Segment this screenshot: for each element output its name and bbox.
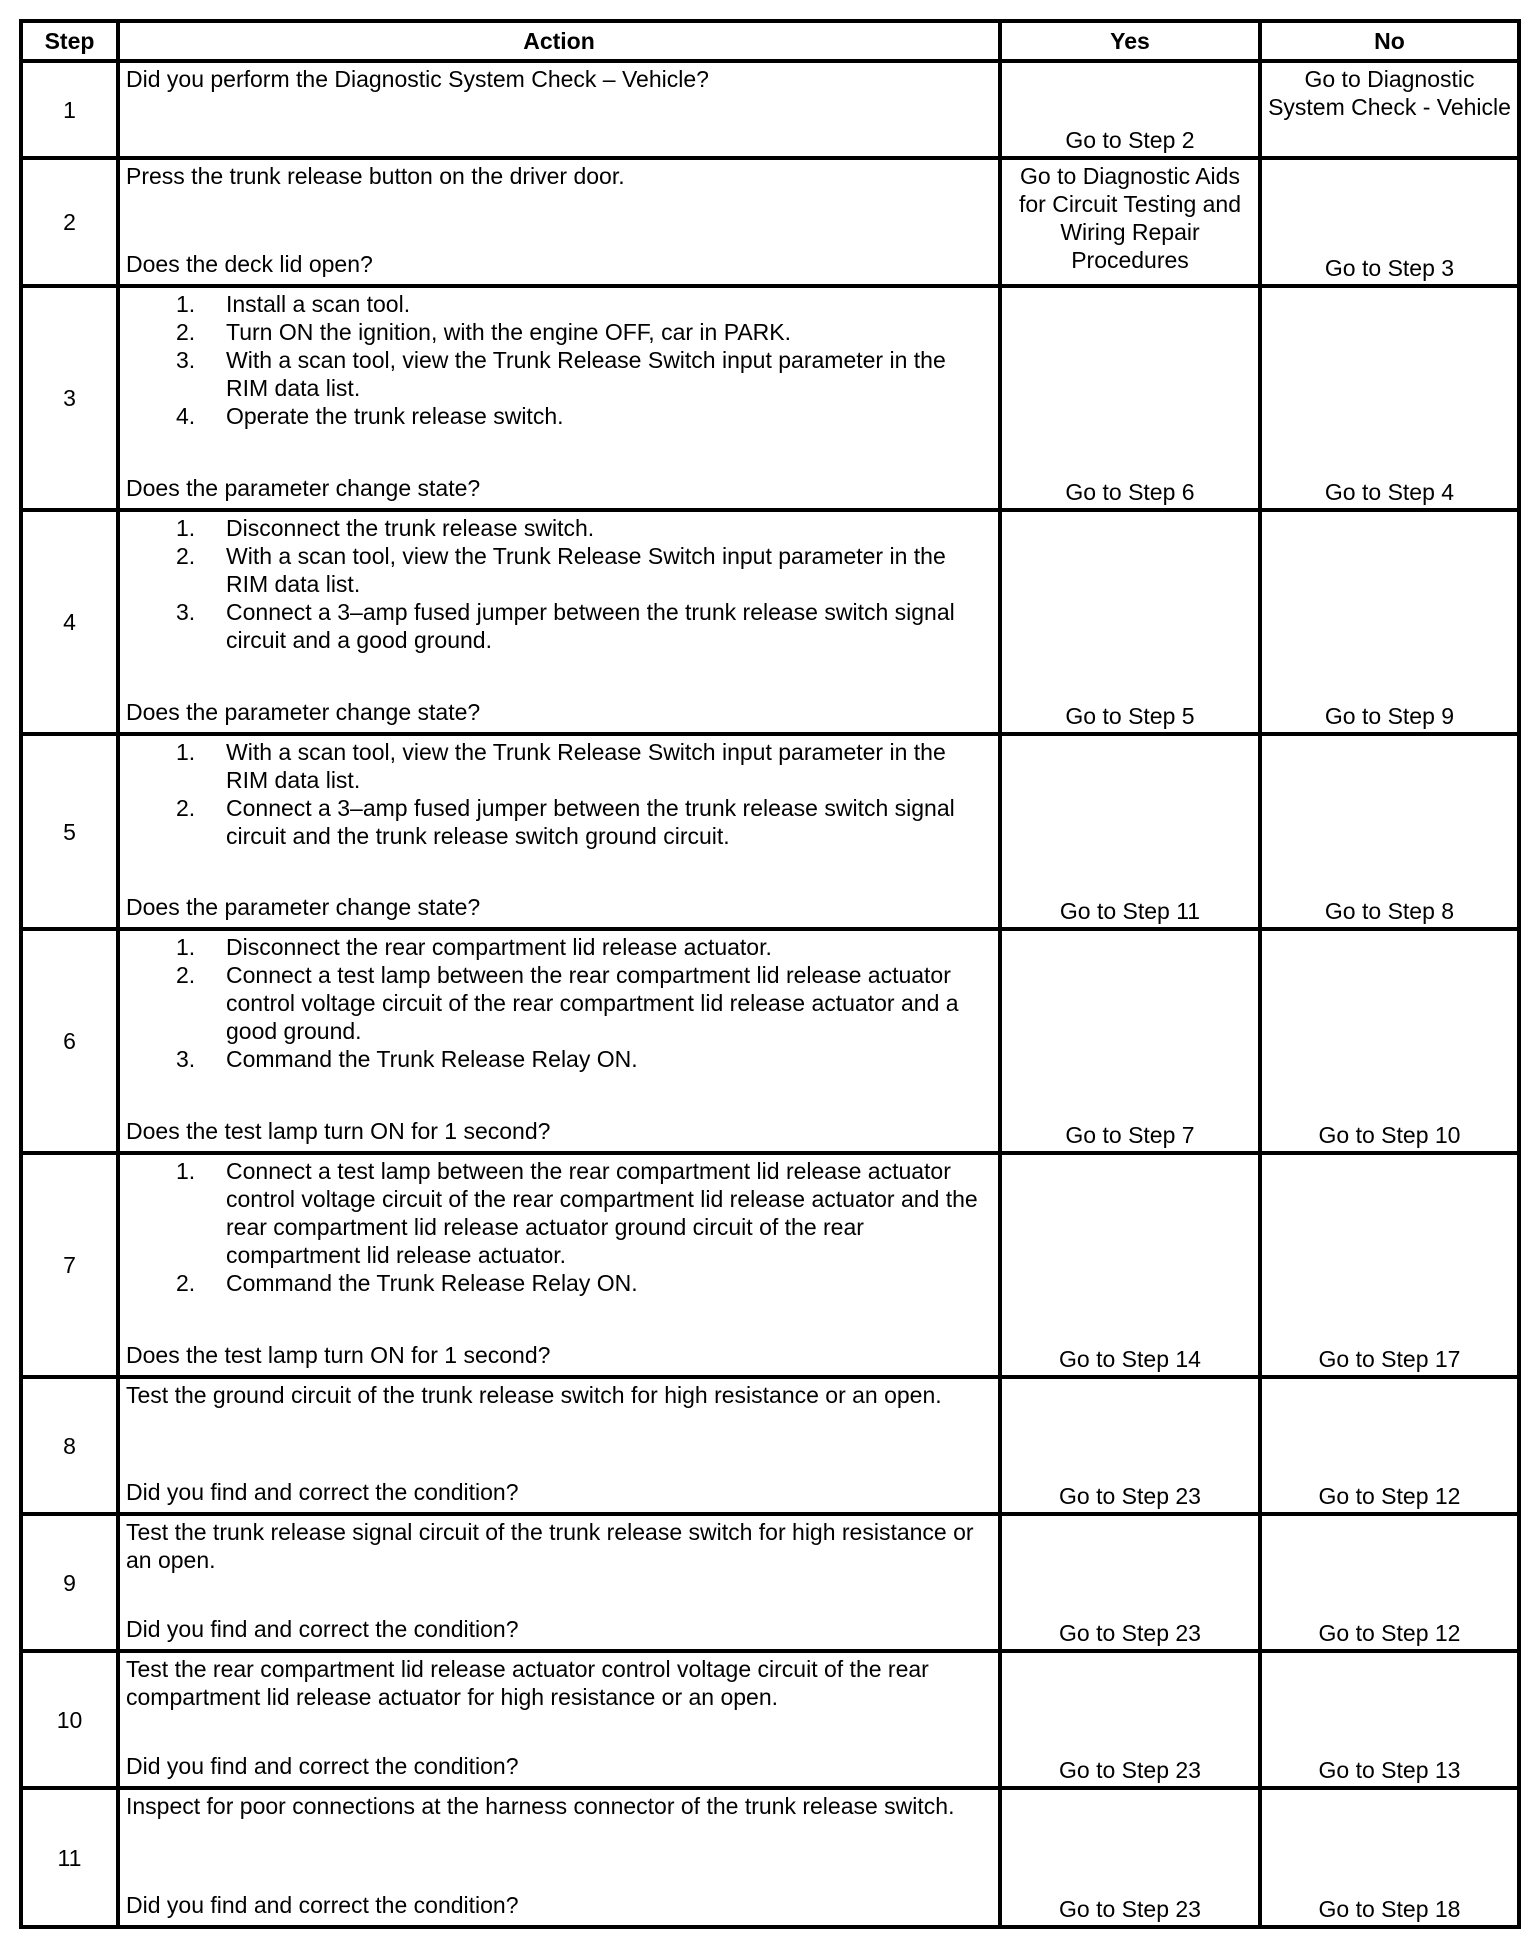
header-yes: Yes (1000, 21, 1260, 61)
substep-item (126, 738, 992, 794)
substep-number: 1. (176, 934, 196, 960)
action-instruction: Inspect for poor connections at the harness connector of the trunk release switch. (126, 1793, 955, 1819)
substep-number: 3. (176, 1046, 196, 1072)
substep-number: 1. (176, 291, 196, 317)
substep-text: Disconnect the trunk release switch. (226, 515, 595, 541)
action-content (126, 1518, 992, 1643)
action-top (126, 933, 992, 1073)
step-number: 1 (21, 61, 118, 158)
action-cell (118, 1788, 1000, 1927)
substep-text: With a scan tool, view the Trunk Release Switch input parameter in the RIM data list. (226, 739, 946, 793)
action-substeps (126, 933, 992, 1073)
action-substeps (126, 1157, 992, 1297)
step-number: 2 (21, 158, 118, 286)
substep-number: 2. (176, 543, 196, 569)
substep-item (126, 1269, 992, 1297)
substep-number: 4. (176, 403, 196, 429)
yes-result: Go to Step 7 (1000, 929, 1260, 1153)
yes-result: Go to Step 11 (1000, 734, 1260, 929)
substep-text: Connect a test lamp between the rear compartment lid release actuator control voltage circuit of the rear compartment lid release actuator and the rear compartment lid release actuator ground circuit of the rear compartment lid release actuator. (226, 1158, 978, 1268)
substep-text: Command the Trunk Release Relay ON. (226, 1046, 638, 1072)
step-number: 9 (21, 1514, 118, 1651)
no-result: Go to Step 3 (1260, 158, 1519, 286)
substep-item (126, 402, 992, 430)
action-cell (118, 1377, 1000, 1514)
substep-number: 2. (176, 795, 196, 821)
action-question: Did you find and correct the condition? (126, 1753, 519, 1779)
action-top (126, 1157, 992, 1297)
action-top (126, 1655, 992, 1711)
table-row (21, 1153, 1519, 1377)
action-content (126, 290, 992, 502)
substep-text: Install a scan tool. (226, 291, 411, 317)
substep-item (126, 542, 992, 598)
substep-text: With a scan tool, view the Trunk Release Switch input parameter in the RIM data list. (226, 543, 946, 597)
table-row (21, 929, 1519, 1153)
diagnostic-table (19, 19, 1521, 1929)
substep-item (126, 514, 992, 542)
yes-result: Go to Step 23 (1000, 1377, 1260, 1514)
table-row (21, 510, 1519, 734)
no-result: Go to Step 8 (1260, 734, 1519, 929)
substep-item (126, 290, 992, 318)
action-content (126, 1381, 992, 1506)
action-cell (118, 158, 1000, 286)
yes-result: Go to Step 14 (1000, 1153, 1260, 1377)
action-substeps (126, 514, 992, 654)
table-row (21, 1377, 1519, 1514)
yes-result: Go to Step 23 (1000, 1514, 1260, 1651)
action-content (126, 738, 992, 921)
substep-text: Connect a test lamp between the rear compartment lid release actuator control voltage circuit of the rear compartment lid release actuator and a good ground. (226, 962, 959, 1044)
action-content (126, 1157, 992, 1369)
action-question: Does the parameter change state? (126, 699, 481, 725)
action-content (126, 65, 992, 150)
no-result: Go to Step 18 (1260, 1788, 1519, 1927)
header-no: No (1260, 21, 1519, 61)
action-instruction: Press the trunk release button on the driver door. (126, 163, 625, 189)
yes-result: Go to Step 23 (1000, 1788, 1260, 1927)
yes-result: Go to Step 5 (1000, 510, 1260, 734)
table-row (21, 1514, 1519, 1651)
yes-result: Go to Step 23 (1000, 1651, 1260, 1788)
table-row (21, 1788, 1519, 1927)
table-row (21, 734, 1519, 929)
action-content (126, 1792, 992, 1919)
action-content (126, 162, 992, 278)
substep-number: 3. (176, 347, 196, 373)
substep-number: 2. (176, 319, 196, 345)
table-header-row (21, 21, 1519, 61)
substep-number: 1. (176, 1158, 196, 1184)
action-cell (118, 1153, 1000, 1377)
action-cell (118, 286, 1000, 510)
header-action: Action (118, 21, 1000, 61)
step-number: 11 (21, 1788, 118, 1927)
substep-text: Disconnect the rear compartment lid release actuator. (226, 934, 772, 960)
action-top (126, 1381, 992, 1409)
action-instruction: Test the ground circuit of the trunk release switch for high resistance or an open. (126, 1382, 942, 1408)
substep-item (126, 598, 992, 654)
action-top (126, 1792, 992, 1820)
action-instruction: Test the trunk release signal circuit of the trunk release switch for high resistance or an open. (126, 1519, 974, 1573)
action-content (126, 514, 992, 726)
substep-number: 1. (176, 515, 196, 541)
action-question: Does the parameter change state? (126, 894, 481, 920)
substep-number: 1. (176, 739, 196, 765)
step-number: 8 (21, 1377, 118, 1514)
substep-text: Connect a 3–amp fused jumper between the trunk release switch signal circuit and the trunk release switch ground circuit. (226, 795, 955, 849)
step-number: 4 (21, 510, 118, 734)
action-top (126, 1518, 992, 1574)
substep-number: 2. (176, 962, 196, 988)
substep-item (126, 1045, 992, 1073)
substep-item (126, 933, 992, 961)
substep-item (126, 961, 992, 1045)
no-result: Go to Step 9 (1260, 510, 1519, 734)
substep-text: Command the Trunk Release Relay ON. (226, 1270, 638, 1296)
step-number: 5 (21, 734, 118, 929)
no-result: Go to Step 17 (1260, 1153, 1519, 1377)
substep-text: Connect a 3–amp fused jumper between the trunk release switch signal circuit and a good ground. (226, 599, 955, 653)
action-question: Does the test lamp turn ON for 1 second? (126, 1118, 551, 1144)
action-cell (118, 1651, 1000, 1788)
substep-text: Turn ON the ignition, with the engine OFF, car in PARK. (226, 319, 792, 345)
action-cell (118, 510, 1000, 734)
table-body (21, 61, 1519, 1927)
substep-text: With a scan tool, view the Trunk Release Switch input parameter in the RIM data list. (226, 347, 946, 401)
no-result: Go to Step 10 (1260, 929, 1519, 1153)
action-top (126, 290, 992, 430)
substep-number: 3. (176, 599, 196, 625)
yes-result: Go to Step 6 (1000, 286, 1260, 510)
step-number: 10 (21, 1651, 118, 1788)
yes-result: Go to Step 2 (1000, 61, 1260, 158)
action-cell (118, 929, 1000, 1153)
no-result: Go to Diagnostic System Check - Vehicle (1260, 61, 1519, 158)
action-question: Did you find and correct the condition? (126, 1892, 519, 1918)
substep-item (126, 1157, 992, 1269)
action-question: Does the deck lid open? (126, 251, 373, 277)
action-content (126, 1655, 992, 1780)
action-question: Did you find and correct the condition? (126, 1616, 519, 1642)
step-number: 3 (21, 286, 118, 510)
substep-text: Operate the trunk release switch. (226, 403, 564, 429)
action-cell (118, 1514, 1000, 1651)
no-result: Go to Step 4 (1260, 286, 1519, 510)
no-result: Go to Step 12 (1260, 1514, 1519, 1651)
action-instruction: Did you perform the Diagnostic System Check – Vehicle? (126, 66, 709, 92)
action-cell (118, 734, 1000, 929)
no-result: Go to Step 12 (1260, 1377, 1519, 1514)
action-top (126, 65, 992, 93)
action-substeps (126, 738, 992, 850)
diagnostic-table-container (19, 19, 1521, 1929)
substep-number: 2. (176, 1270, 196, 1296)
action-question: Does the parameter change state? (126, 475, 481, 501)
action-cell (118, 61, 1000, 158)
action-question: Does the test lamp turn ON for 1 second? (126, 1342, 551, 1368)
substep-item (126, 318, 992, 346)
step-number: 6 (21, 929, 118, 1153)
table-row (21, 61, 1519, 158)
action-question: Did you find and correct the condition? (126, 1479, 519, 1505)
table-row (21, 158, 1519, 286)
table-row (21, 1651, 1519, 1788)
substep-item (126, 794, 992, 850)
action-top (126, 162, 992, 190)
table-row (21, 286, 1519, 510)
substep-item (126, 346, 992, 402)
step-number: 7 (21, 1153, 118, 1377)
action-instruction: Test the rear compartment lid release actuator control voltage circuit of the rear compartment lid release actuator for high resistance or an open. (126, 1656, 929, 1710)
yes-result: Go to Diagnostic Aids for Circuit Testing and Wiring Repair Procedures (1000, 158, 1260, 286)
action-content (126, 933, 992, 1145)
action-top (126, 514, 992, 654)
header-step: Step (21, 21, 118, 61)
action-top (126, 738, 992, 850)
action-substeps (126, 290, 992, 430)
no-result: Go to Step 13 (1260, 1651, 1519, 1788)
